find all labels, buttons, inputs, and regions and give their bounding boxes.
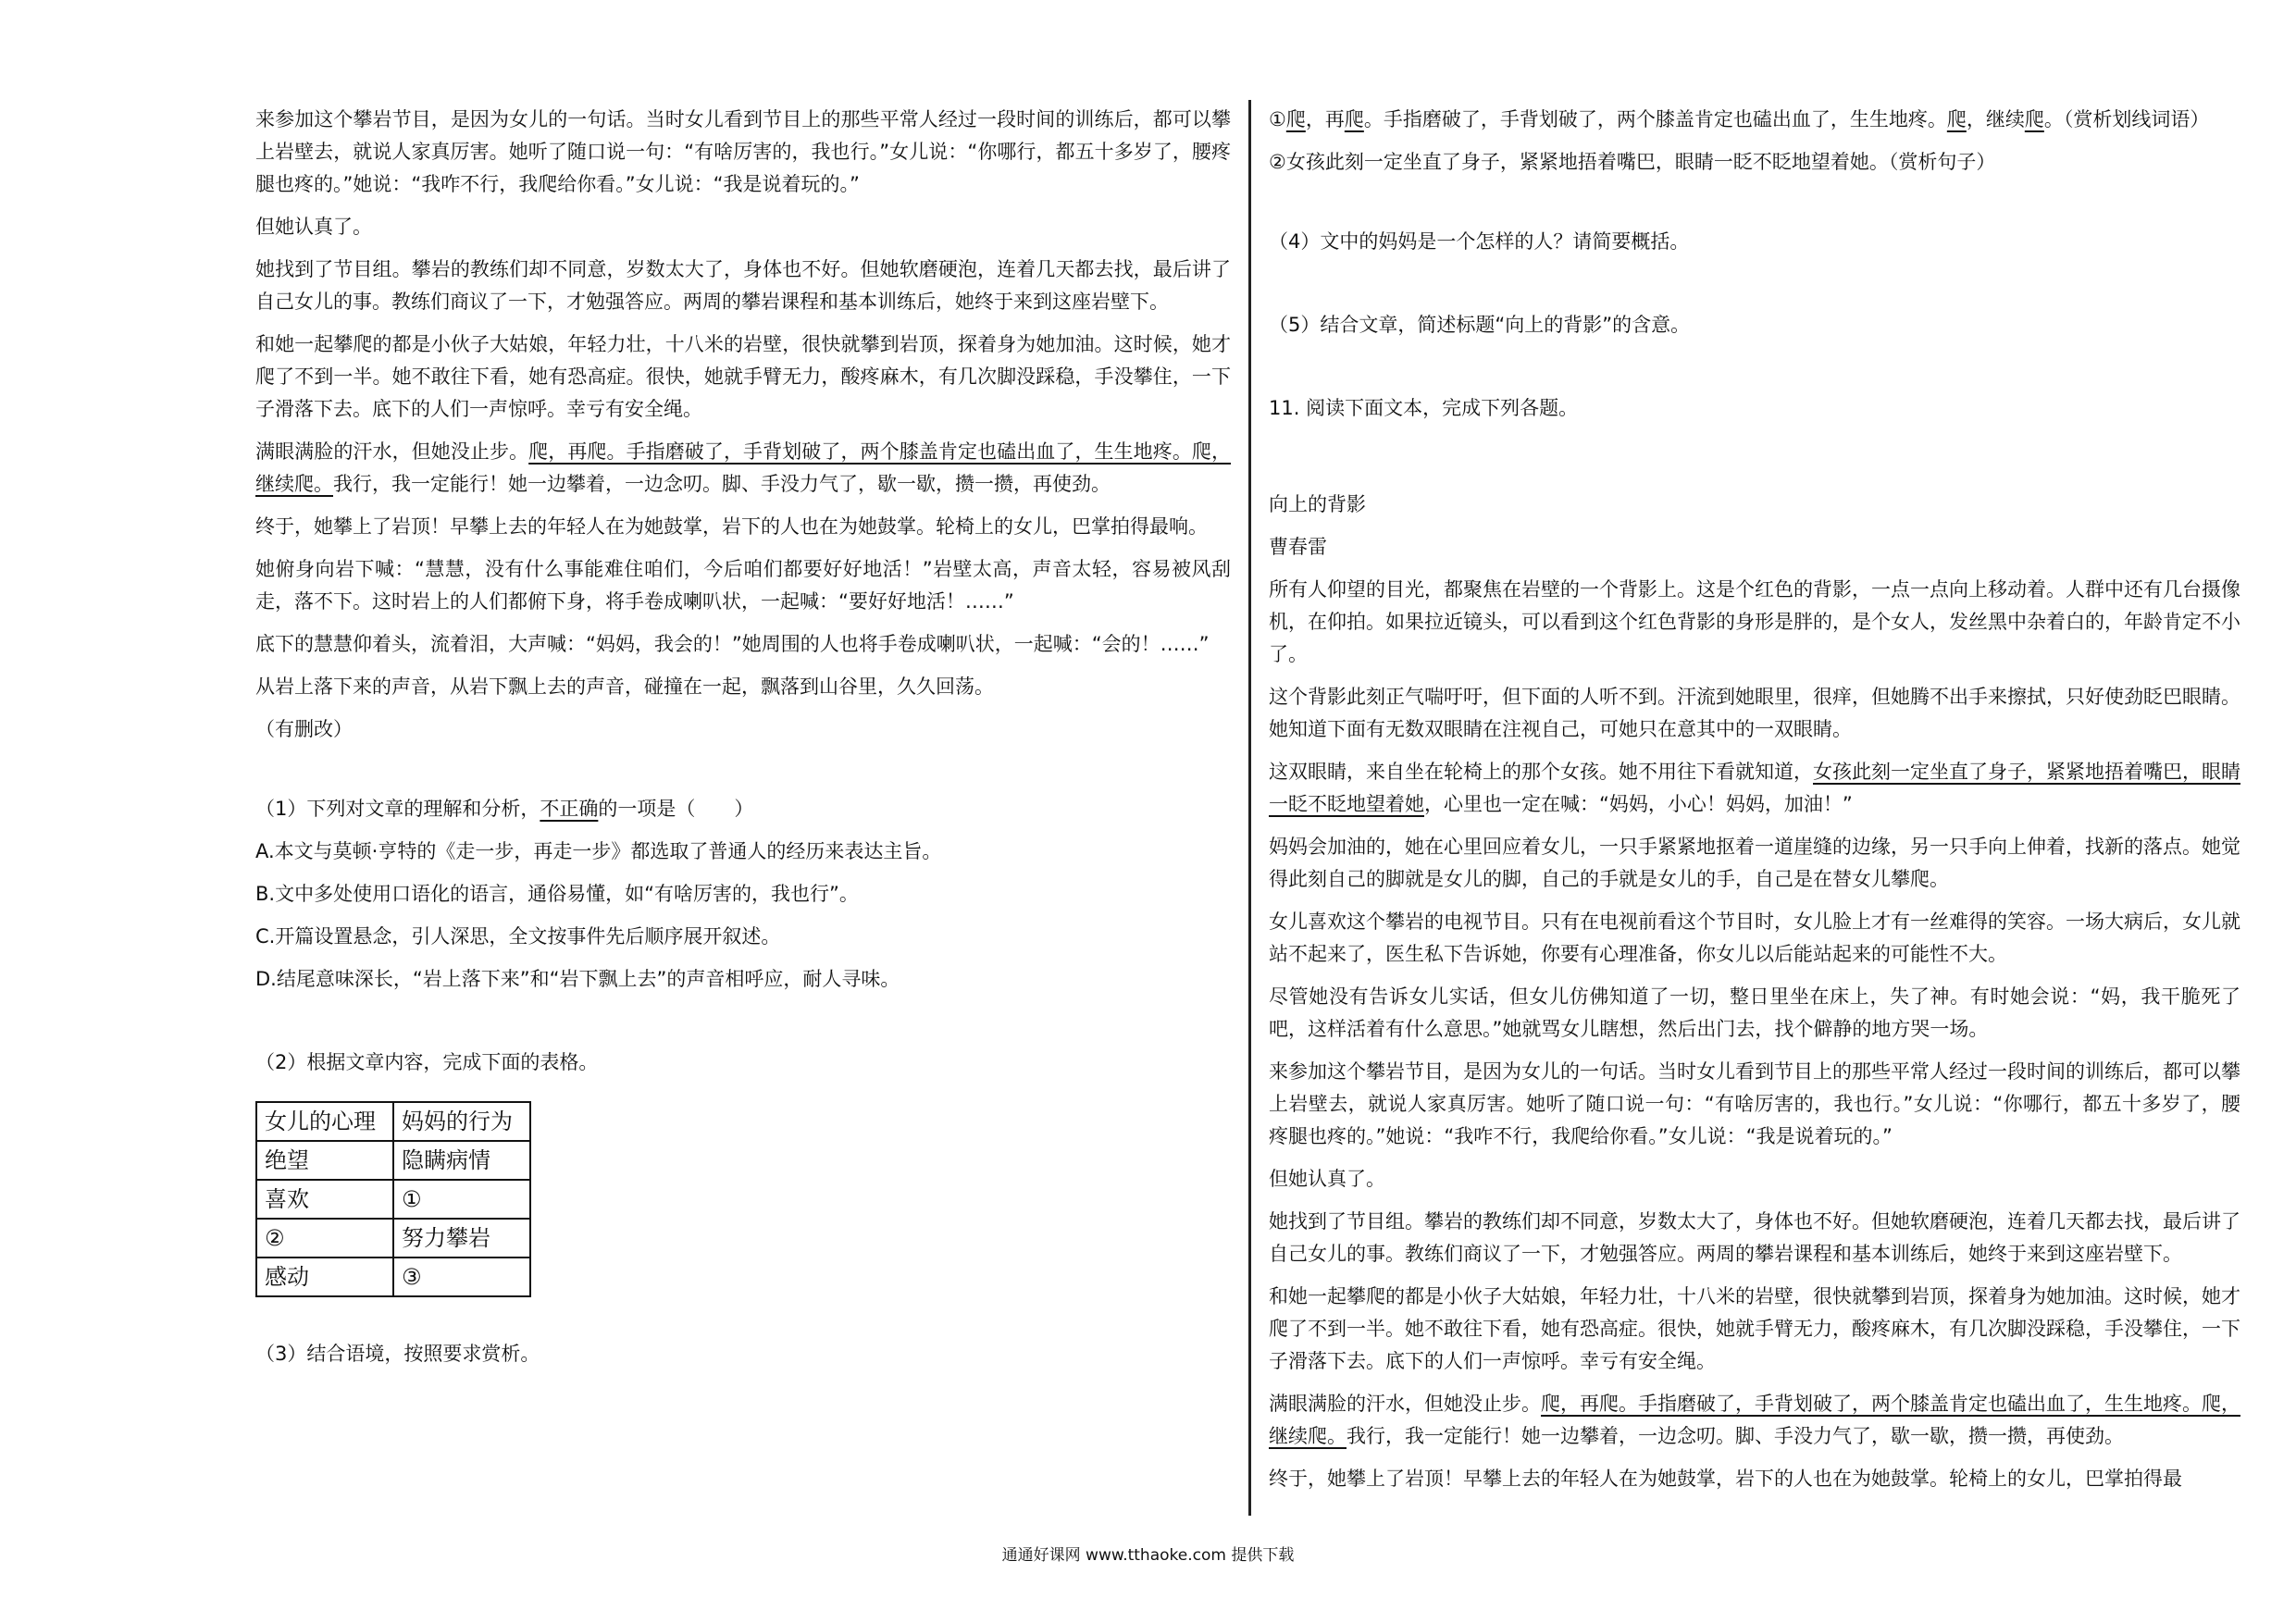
underlined-text: 女孩此刻一定坐直了身子，紧紧地捂着嘴巴，眼睛一眨不眨地望着她: [1269, 761, 2240, 815]
table-cell: 感动: [256, 1258, 393, 1296]
text-run: 这双眼睛，来自坐在轮椅上的那个女孩。她不用往下看就知道，: [1269, 761, 1813, 783]
table-header: 女儿的心理: [256, 1102, 393, 1141]
underlined-text: 爬: [1946, 108, 1967, 130]
paragraph: 女儿喜欢这个攀岩的电视节目。只有在电视前看这个节目时，女儿脸上才有一丝难得的笑容。一场大病后，女儿就站不起来了，医生私下告诉她，你要有心理准备，你女儿以后能站起来的可能性不大。: [1269, 911, 2240, 965]
table-row: [256, 1180, 530, 1219]
paragraph: 来参加这个攀岩节目，是因为女儿的一句话。当时女儿看到节目上的那些平常人经过一段时间的训练后，都可以攀上岩壁去，就说人家真厉害。她听了随口说一句：“有啥厉害的，我也行。”女儿说：“你哪行，都五十多岁了，腰疼腿也疼的。”她说：“我咋不行，我爬给你看。”女儿说：“我是说着玩的。”: [255, 108, 1231, 195]
paragraph: 来参加这个攀岩节目，是因为女儿的一句话。当时女儿看到节目上的那些平常人经过一段时间的训练后，都可以攀上岩壁去，就说人家真厉害。她听了随口说一句：“有啥厉害的，我也行。”女儿说：“你哪行，都五十多岁了，腰疼腿也疼的。”她说：“我咋不行，我爬给你看。”女儿说：“我是说着玩的。”: [1269, 1060, 2240, 1147]
source-note: （有删改）: [255, 718, 353, 740]
paragraph: [255, 436, 1231, 501]
table-row: [256, 1258, 530, 1296]
text-run: 我行，我一定能行！她一边攀着，一边念叨。脚、手没力气了，歇一歇，攒一攒，再使劲。: [333, 473, 1111, 495]
paragraph: 终于，她攀上了岩顶！早攀上去的年轻人在为她鼓掌，岩下的人也在为她鼓掌。轮椅上的女儿，巴掌拍得最: [1269, 1468, 2182, 1490]
paragraph: 和她一起攀爬的都是小伙子大姑娘，年轻力壮，十八米的岩壁，很快就攀到岩顶，探着身为她加油。这时候，她才爬了不到一半。她不敢往下看，她有恐高症。很快，她就手臂无力，酸疼麻木，有几次脚没踩稳，手没攀住，一下子滑落下去。底下的人们一声惊呼。幸亏有安全绳。: [255, 333, 1231, 420]
table-row: [256, 1219, 530, 1258]
answer-table: [255, 1101, 531, 1297]
paragraph: [1269, 1388, 2240, 1453]
page-footer: 通通好课网 www.tthaoke.com 提供下载: [1001, 1546, 1295, 1565]
article-author: 曹春雷: [1269, 536, 1327, 558]
paragraph: 和她一起攀爬的都是小伙子大姑娘，年轻力壮，十八米的岩壁，很快就攀到岩顶，探着身为她加油。这时候，她才爬了不到一半。她不敢往下看，她有恐高症。很快，她就手臂无力，酸疼麻木，有几次脚没踩稳，手没攀住，一下子滑落下去。底下的人们一声惊呼。幸亏有安全绳。: [1269, 1285, 2240, 1372]
paragraph: 但她认真了。: [255, 216, 372, 238]
paragraph: [1269, 756, 2240, 821]
appreciation-item-1: [1269, 104, 2240, 136]
table-header: 妈妈的行为: [393, 1102, 530, 1141]
question-1: [255, 793, 1231, 825]
underlined-text: 爬: [2024, 108, 2044, 130]
underlined-text: 爬，再爬。手指磨破了，手背划破了，两个膝盖肯定也磕出血了，生生地疼。爬，继续爬。: [1269, 1393, 2240, 1447]
question-4: （4）文中的妈妈是一个怎样的人？请简要概括。: [1269, 230, 1690, 253]
paragraph: 她俯身向岩下喊：“慧慧，没有什么事能难住咱们，今后咱们都要好好地活！”岩壁太高，声音太轻，容易被风刮走，落不下。这时岩上的人们都俯下身，将手卷成喇叭状，一起喊：“要好好地活！……”: [255, 558, 1231, 613]
text-run: 我行，我一定能行！她一边攀着，一边念叨。脚、手没力气了，歇一歇，攒一攒，再使劲。: [1347, 1425, 2124, 1447]
paragraph: 但她认真了。: [1269, 1168, 1385, 1190]
paragraph: 终于，她攀上了岩顶！早攀上去的年轻人在为她鼓掌，岩下的人也在为她鼓掌。轮椅上的女儿，巴掌拍得最响。: [255, 515, 1208, 538]
text-run: ，继续: [1966, 108, 2025, 130]
paragraph: 底下的慧慧仰着头，流着泪，大声喊：“妈妈，我会的！”她周围的人也将手卷成喇叭状，一起喊：“会的！……”: [255, 633, 1210, 655]
text-run: ，再: [1305, 108, 1345, 130]
text-run: 满眼满脸的汗水，但她没止步。: [1269, 1393, 1541, 1415]
question-5: （5）结合文章，简述标题“向上的背影”的含意。: [1269, 314, 1691, 336]
choice-c: C.开篇设置悬念，引人深思，全文按事件先后顺序展开叙述。: [255, 925, 781, 948]
appreciation-item-2: ②女孩此刻一定坐直了身子，紧紧地捂着嘴巴，眼睛一眨不眨地望着她。（赏析句子）: [1269, 151, 1996, 173]
table-cell: 隐瞒病情: [393, 1141, 530, 1180]
text-run: ，心里也一定在喊：“妈妈，小心！妈妈，加油！”: [1424, 793, 1853, 815]
paragraph: 这个背影此刻正气喘吁吁，但下面的人听不到。汗流到她眼里，很痒，但她腾不出手来擦拭，只好使劲眨巴眼睛。她知道下面有无数双眼睛在注视自己，可她只在意其中的一双眼睛。: [1269, 686, 2240, 740]
paragraph: 所有人仰望的目光，都聚焦在岩壁的一个背影上。这是个红色的背影，一点一点向上移动着。人群中还有几台摄像机，在仰拍。如果拉近镜头，可以看到这个红色背影的身形是胖的，是个女人，发丝黑中杂着白的，年龄肯定不小了。: [1269, 578, 2240, 665]
choice-d: D.结尾意味深长，“岩上落下来”和“岩下飘上去”的声音相呼应，耐人寻味。: [255, 968, 900, 990]
table-row: [256, 1141, 530, 1180]
table-cell: 喜欢: [256, 1180, 393, 1219]
paragraph: 从岩上落下来的声音，从岩下飘上去的声音，碰撞在一起，飘落到山谷里，久久回荡。: [255, 675, 994, 698]
question-3: （3）结合语境，按照要求赏析。: [255, 1343, 540, 1365]
question-11: 11. 阅读下面文本，完成下列各题。: [1269, 397, 1579, 419]
text-run: ①: [1269, 108, 1286, 130]
paragraph: 她找到了节目组。攀岩的教练们却不同意，岁数太大了，身体也不好。但她软磨硬泡，连着几天都去找，最后讲了自己女儿的事。教练们商议了一下，才勉强答应。两周的攀岩课程和基本训练后，她终于来到这座岩壁下。: [1269, 1210, 2240, 1265]
table-cell: 努力攀岩: [393, 1219, 530, 1258]
paragraph: 她找到了节目组。攀岩的教练们却不同意，岁数太大了，身体也不好。但她软磨硬泡，连着几天都去找，最后讲了自己女儿的事。教练们商议了一下，才勉强答应。两周的攀岩课程和基本训练后，她终于来到这座岩壁下。: [255, 258, 1231, 313]
paragraph: 尽管她没有告诉女儿实话，但女儿仿佛知道了一切，整日里坐在床上，失了神。有时她会说：“妈，我干脆死了吧，这样活着有什么意思。”她就骂女儿瞎想，然后出门去，找个僻静的地方哭一场。: [1269, 985, 2240, 1040]
column-divider: [1248, 100, 1251, 1516]
text-run: （1）下列对文章的理解和分析，: [255, 798, 540, 820]
table-cell: ②: [256, 1219, 393, 1258]
table-cell: ①: [393, 1180, 530, 1219]
underlined-text: 爬: [1344, 108, 1364, 130]
table-header-row: [256, 1102, 530, 1141]
underlined-text: 爬，再爬。手指磨破了，手背划破了，两个膝盖肯定也磕出血了，生生地疼。爬，继续爬。: [255, 440, 1232, 495]
underlined-text: 爬: [1285, 108, 1306, 130]
left-column: [255, 104, 1231, 1381]
underlined-text: 不正确: [540, 798, 599, 820]
article-title: 向上的背影: [1269, 493, 1366, 515]
text-run: 。手指磨破了，手背划破了，两个膝盖肯定也磕出血了，生生地疼。: [1363, 108, 1947, 130]
text-run: 的一项是（ ）: [598, 798, 754, 820]
choice-b: B.文中多处使用口语化的语言，通俗易懂，如“有啥厉害的，我也行”。: [255, 883, 859, 905]
paragraph: 妈妈会加油的，她在心里回应着女儿，一只手紧紧地抠着一道崖缝的边缘，另一只手向上伸着，找新的落点。她觉得此刻自己的脚就是女儿的脚，自己的手就是女儿的手，自己是在替女儿攀爬。: [1269, 836, 2240, 890]
right-column: [1269, 104, 2240, 1505]
question-2: （2）根据文章内容，完成下面的表格。: [255, 1051, 599, 1073]
text-run: 满眼满脸的汗水，但她没止步。: [255, 440, 529, 463]
text-run: 。（赏析划线词语）: [2043, 108, 2210, 130]
table-cell: ③: [393, 1258, 530, 1296]
table-cell: 绝望: [256, 1141, 393, 1180]
choice-a: A.本文与莫顿·亨特的《走一步，再走一步》都选取了普通人的经历来表达主旨。: [255, 840, 942, 862]
